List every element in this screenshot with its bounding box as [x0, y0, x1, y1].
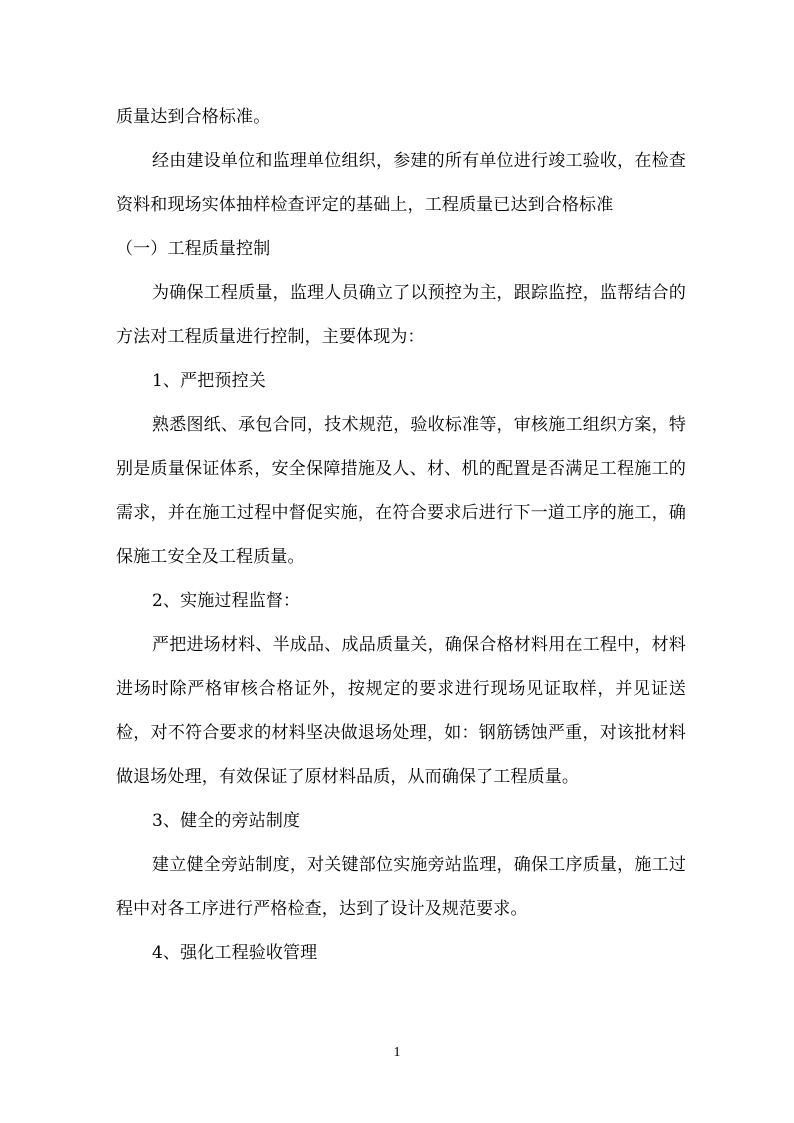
section-heading-quality-control: （一）工程质量控制	[116, 239, 271, 259]
paragraph-acceptance: 经由建设单位和监理单位组织，参建的所有单位进行竣工验收，在检查资料和现场实体抽样检查评定的基础上，工程质量已达到合格标准	[116, 151, 686, 215]
paragraph-process-supervision: 严把进场材料、半成品、成品质量关，确保合格材料用在工程中，材料进场时除严格审核合格证外，按规定的要求进行现场见证取样，并见证送检，对不符合要求的材料坚决做退场处理，如：钢筋锈蚀严重，对该批材料做退场处理，有效保证了原材料品质，从而确保了工程质量。	[116, 635, 686, 787]
paragraph-continuation: 质量达到合格标准。	[116, 107, 271, 127]
subheading-supervision-system: 3、健全的旁站制度	[152, 811, 301, 831]
paragraph-supervision-system: 建立健全旁站制度，对关键部位实施旁站监理，确保工序质量，施工过程中对各工序进行严格检查，达到了设计及规范要求。	[116, 855, 686, 919]
paragraph-preliminary-control: 熟悉图纸、承包合同，技术规范，验收标准等，审核施工组织方案，特别是质量保证体系，安全保障措施及人、材、机的配置是否满足工程施工的需求，并在施工过程中督促实施，在符合要求后进行下一道工序的施工，确保施工安全及工程质量。	[116, 415, 686, 567]
document-body	[116, 95, 686, 975]
paragraph-control-method: 为确保工程质量，监理人员确立了以预控为主，跟踪监控，监帮结合的方法对工程质量进行控制，主要体现为：	[116, 283, 686, 347]
subheading-acceptance-management: 4、强化工程验收管理	[152, 943, 318, 963]
page-number: 1	[393, 1045, 401, 1060]
subheading-process-supervision: 2、实施过程监督：	[152, 591, 301, 611]
subheading-preliminary-control: 1、严把预控关	[152, 371, 266, 391]
